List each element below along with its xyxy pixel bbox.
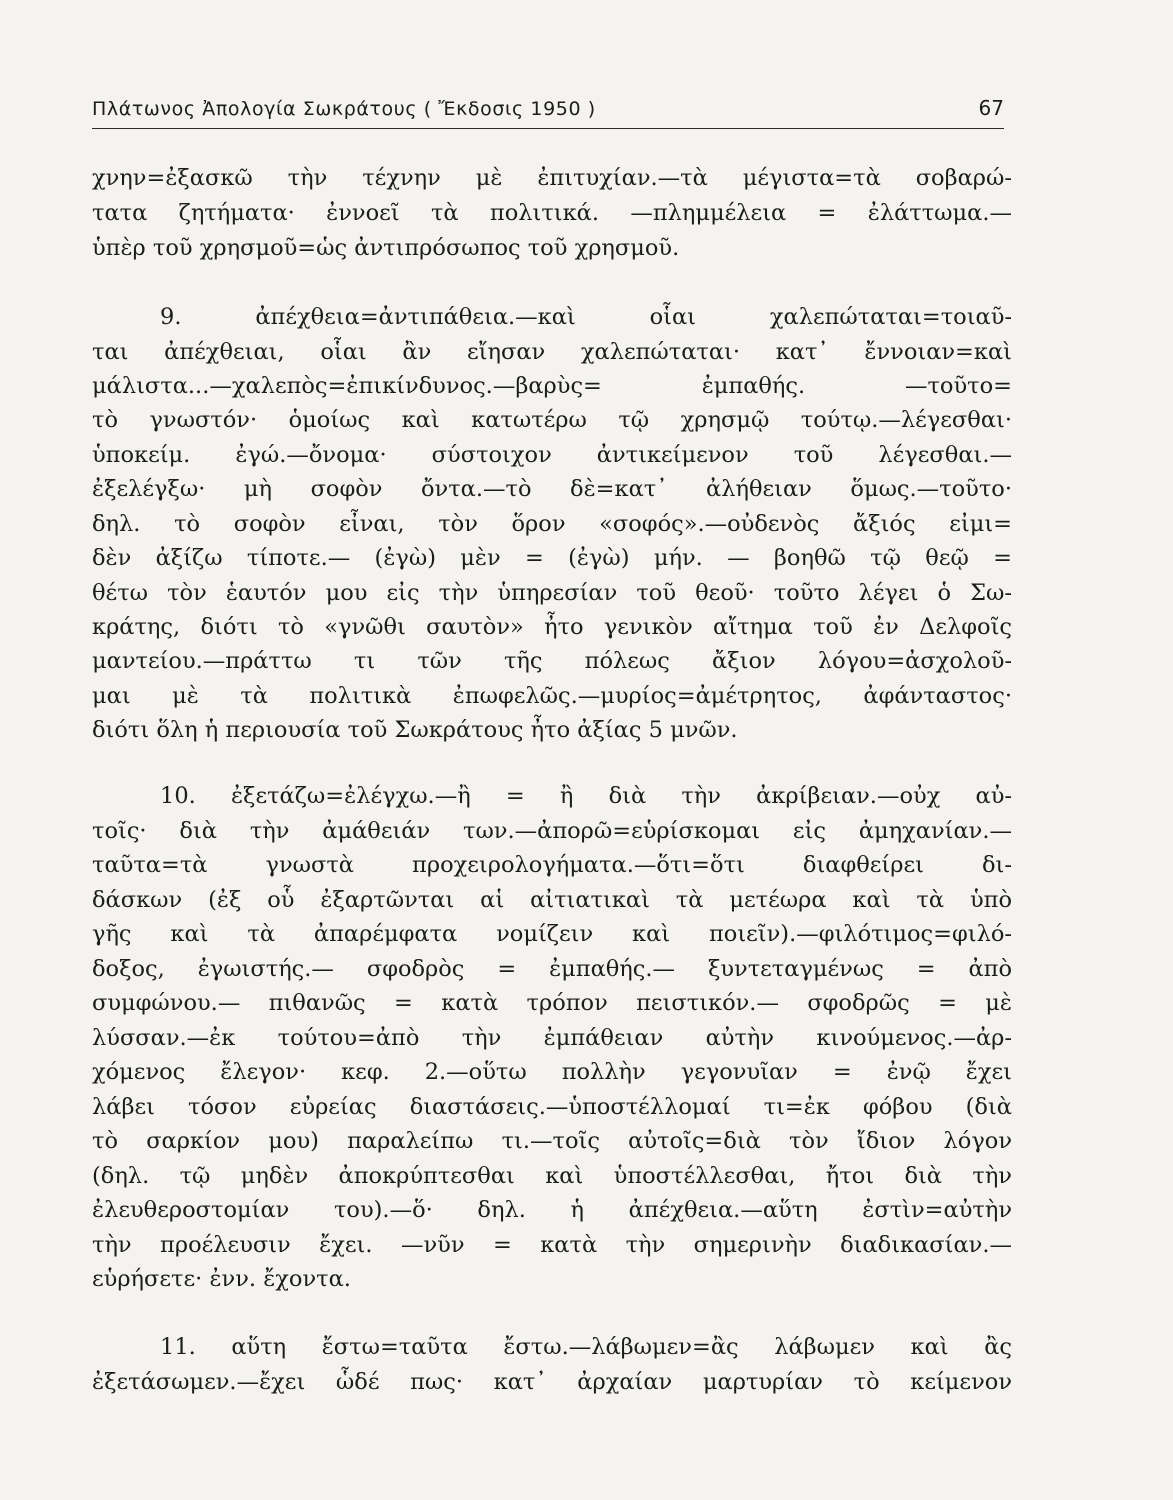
text-line: χνην=ἐξασκῶ τὴν τέχνην μὲ ἐπιτυχίαν.—τὰ μέγιστα=τὰ σοβαρώ- bbox=[92, 165, 1012, 191]
text-line: δάσκων (ἐξ οὗ ἐξαρτῶνται αἱ αἰτιατικαὶ τὰ μετέωρα καὶ τὰ ὑπὸ bbox=[92, 887, 1012, 913]
text-line: συμφώνου.— πιθανῶς = κατὰ τρόπον πειστικόν.— σφοδρῶς = μὲ bbox=[92, 990, 1012, 1016]
text-line: κράτης, διότι τὸ «γνῶθι σαυτὸν» ἦτο γενικὸν αἴτημα τοῦ ἐν Δελφοῖς bbox=[92, 614, 1012, 640]
text-line: τατα ζητήματα· ἐννοεῖ τὰ πολιτικά. —πλημμέλεια = ἐλάττωμα.— bbox=[92, 200, 1012, 226]
text-line: δοξος, ἐγωιστής.— σφοδρὸς = ἐμπαθής.— ξυντεταγμένως = ἀπὸ bbox=[92, 956, 1012, 982]
text-line: ὑποκείμ. ἐγώ.—ὄνομα· σύστοιχον ἀντικείμενον τοῦ λέγεσθαι.— bbox=[92, 442, 1012, 468]
text-line: λύσσαν.—ἐκ τούτου=ἀπὸ τὴν ἐμπάθειαν αὐτὴν κινούμενος.—ἀρ- bbox=[92, 1025, 1012, 1051]
text-line: ἐλευθεροστομίαν του).—ὅ· δηλ. ἡ ἀπέχθεια.—αὕτη ἐστὶν=αὐτὴν bbox=[92, 1197, 1012, 1223]
running-header bbox=[92, 94, 1004, 129]
text-line: εὑρήσετε· ἐνν. ἔχοντα. bbox=[92, 1266, 351, 1292]
header-title: Πλάτωνος Ἀπολογία Σωκράτους ( Ἔκδοσις 1950 ) bbox=[92, 98, 596, 120]
text-line: ταῦτα=τὰ γνωστὰ προχειρολογήματα.—ὅτι=ὅτι διαφθείρει δι- bbox=[92, 852, 1012, 878]
text-line: τοῖς· διὰ τὴν ἀμάθειάν των.—ἀπορῶ=εὑρίσκομαι εἰς ἀμηχανίαν.— bbox=[92, 818, 1012, 844]
text-line: ἐξελέγξω· μὴ σοφὸν ὄντα.—τὸ δὲ=κατ᾽ ἀλήθειαν ὅμως.—τοῦτο· bbox=[92, 476, 1012, 502]
text-line: χόμενος ἔλεγον· κεφ. 2.—οὕτω πολλὴν γεγονυῖαν = ἐνῷ ἔχει bbox=[92, 1059, 1012, 1085]
text-line: ται ἀπέχθειαι, οἷαι ἂν εἴησαν χαλεπώταται· κατ᾽ ἔννοιαν=καὶ bbox=[92, 339, 1012, 365]
page-number: 67 bbox=[978, 96, 1004, 120]
text-line: ὑπὲρ τοῦ χρησμοῦ=ὡς ἀντιπρόσωπος τοῦ χρησμοῦ. bbox=[92, 235, 680, 261]
text-line: 10. ἐξετάζω=ἐλέγχω.—ἢ = ἢ διὰ τὴν ἀκρίβειαν.—οὐχ αὐ- bbox=[160, 783, 1012, 809]
text-line: μάλιστα...—χαλεπὸς=ἐπικίνδυνος.—βαρὺς= ἐμπαθής. —τοῦτο= bbox=[92, 373, 1012, 399]
text-line: δὲν ἀξίζω τίποτε.— (ἐγὼ) μὲν = (ἐγὼ) μήν. — βοηθῶ τῷ θεῷ = bbox=[92, 545, 1012, 571]
text-line: 11. αὕτη ἔστω=ταῦτα ἔστω.—λάβωμεν=ἂς λάβωμεν καὶ ἂς bbox=[160, 1334, 1012, 1360]
text-line: (δηλ. τῷ μηδὲν ἀποκρύπτεσθαι καὶ ὑποστέλλεσθαι, ἤτοι διὰ τὴν bbox=[92, 1163, 1012, 1189]
text-line: μαντείου.—πράττω τι τῶν τῆς πόλεως ἄξιον λόγου=ἀσχολοῦ- bbox=[92, 648, 1012, 674]
text-line: τὸ σαρκίον μου) παραλείπω τι.—τοῖς αὐτοῖς=διὰ τὸν ἴδιον λόγον bbox=[92, 1128, 1012, 1154]
text-line: τὴν προέλευσιν ἔχει. —νῦν = κατὰ τὴν σημερινὴν διαδικασίαν.— bbox=[92, 1232, 1012, 1258]
text-line: λάβει τόσον εὐρείας διαστάσεις.—ὑποστέλλομαί τι=ἐκ φόβου (διὰ bbox=[92, 1094, 1012, 1120]
text-line: δηλ. τὸ σοφὸν εἶναι, τὸν ὅρον «σοφός».—οὐδενὸς ἄξιός εἰμι= bbox=[92, 511, 1012, 537]
text-line: διότι ὅλη ἡ περιουσία τοῦ Σωκράτους ἦτο ἀξίας 5 μνῶν. bbox=[92, 717, 738, 743]
text-line: γῆς καὶ τὰ ἀπαρέμφατα νομίζειν καὶ ποιεῖν).—φιλότιμος=φιλό- bbox=[92, 921, 1012, 947]
text-line: μαι μὲ τὰ πολιτικὰ ἐπωφελῶς.—μυρίος=ἀμέτρητος, ἀφάνταστος· bbox=[92, 683, 1012, 709]
text-line: ἐξετάσωμεν.—ἔχει ὧδέ πως· κατ᾽ ἀρχαίαν μαρτυρίαν τὸ κείμενον bbox=[92, 1369, 1012, 1395]
text-line: τὸ γνωστόν· ὁμοίως καὶ κατωτέρω τῷ χρησμῷ τούτῳ.—λέγεσθαι· bbox=[92, 407, 1012, 433]
text-line: 9. ἀπέχθεια=ἀντιπάθεια.—καὶ οἷαι χαλεπώταται=τοιαῦ- bbox=[160, 304, 1012, 330]
text-line: θέτω τὸν ἑαυτόν μου εἰς τὴν ὑπηρεσίαν τοῦ θεοῦ· τοῦτο λέγει ὁ Σω- bbox=[92, 580, 1012, 606]
